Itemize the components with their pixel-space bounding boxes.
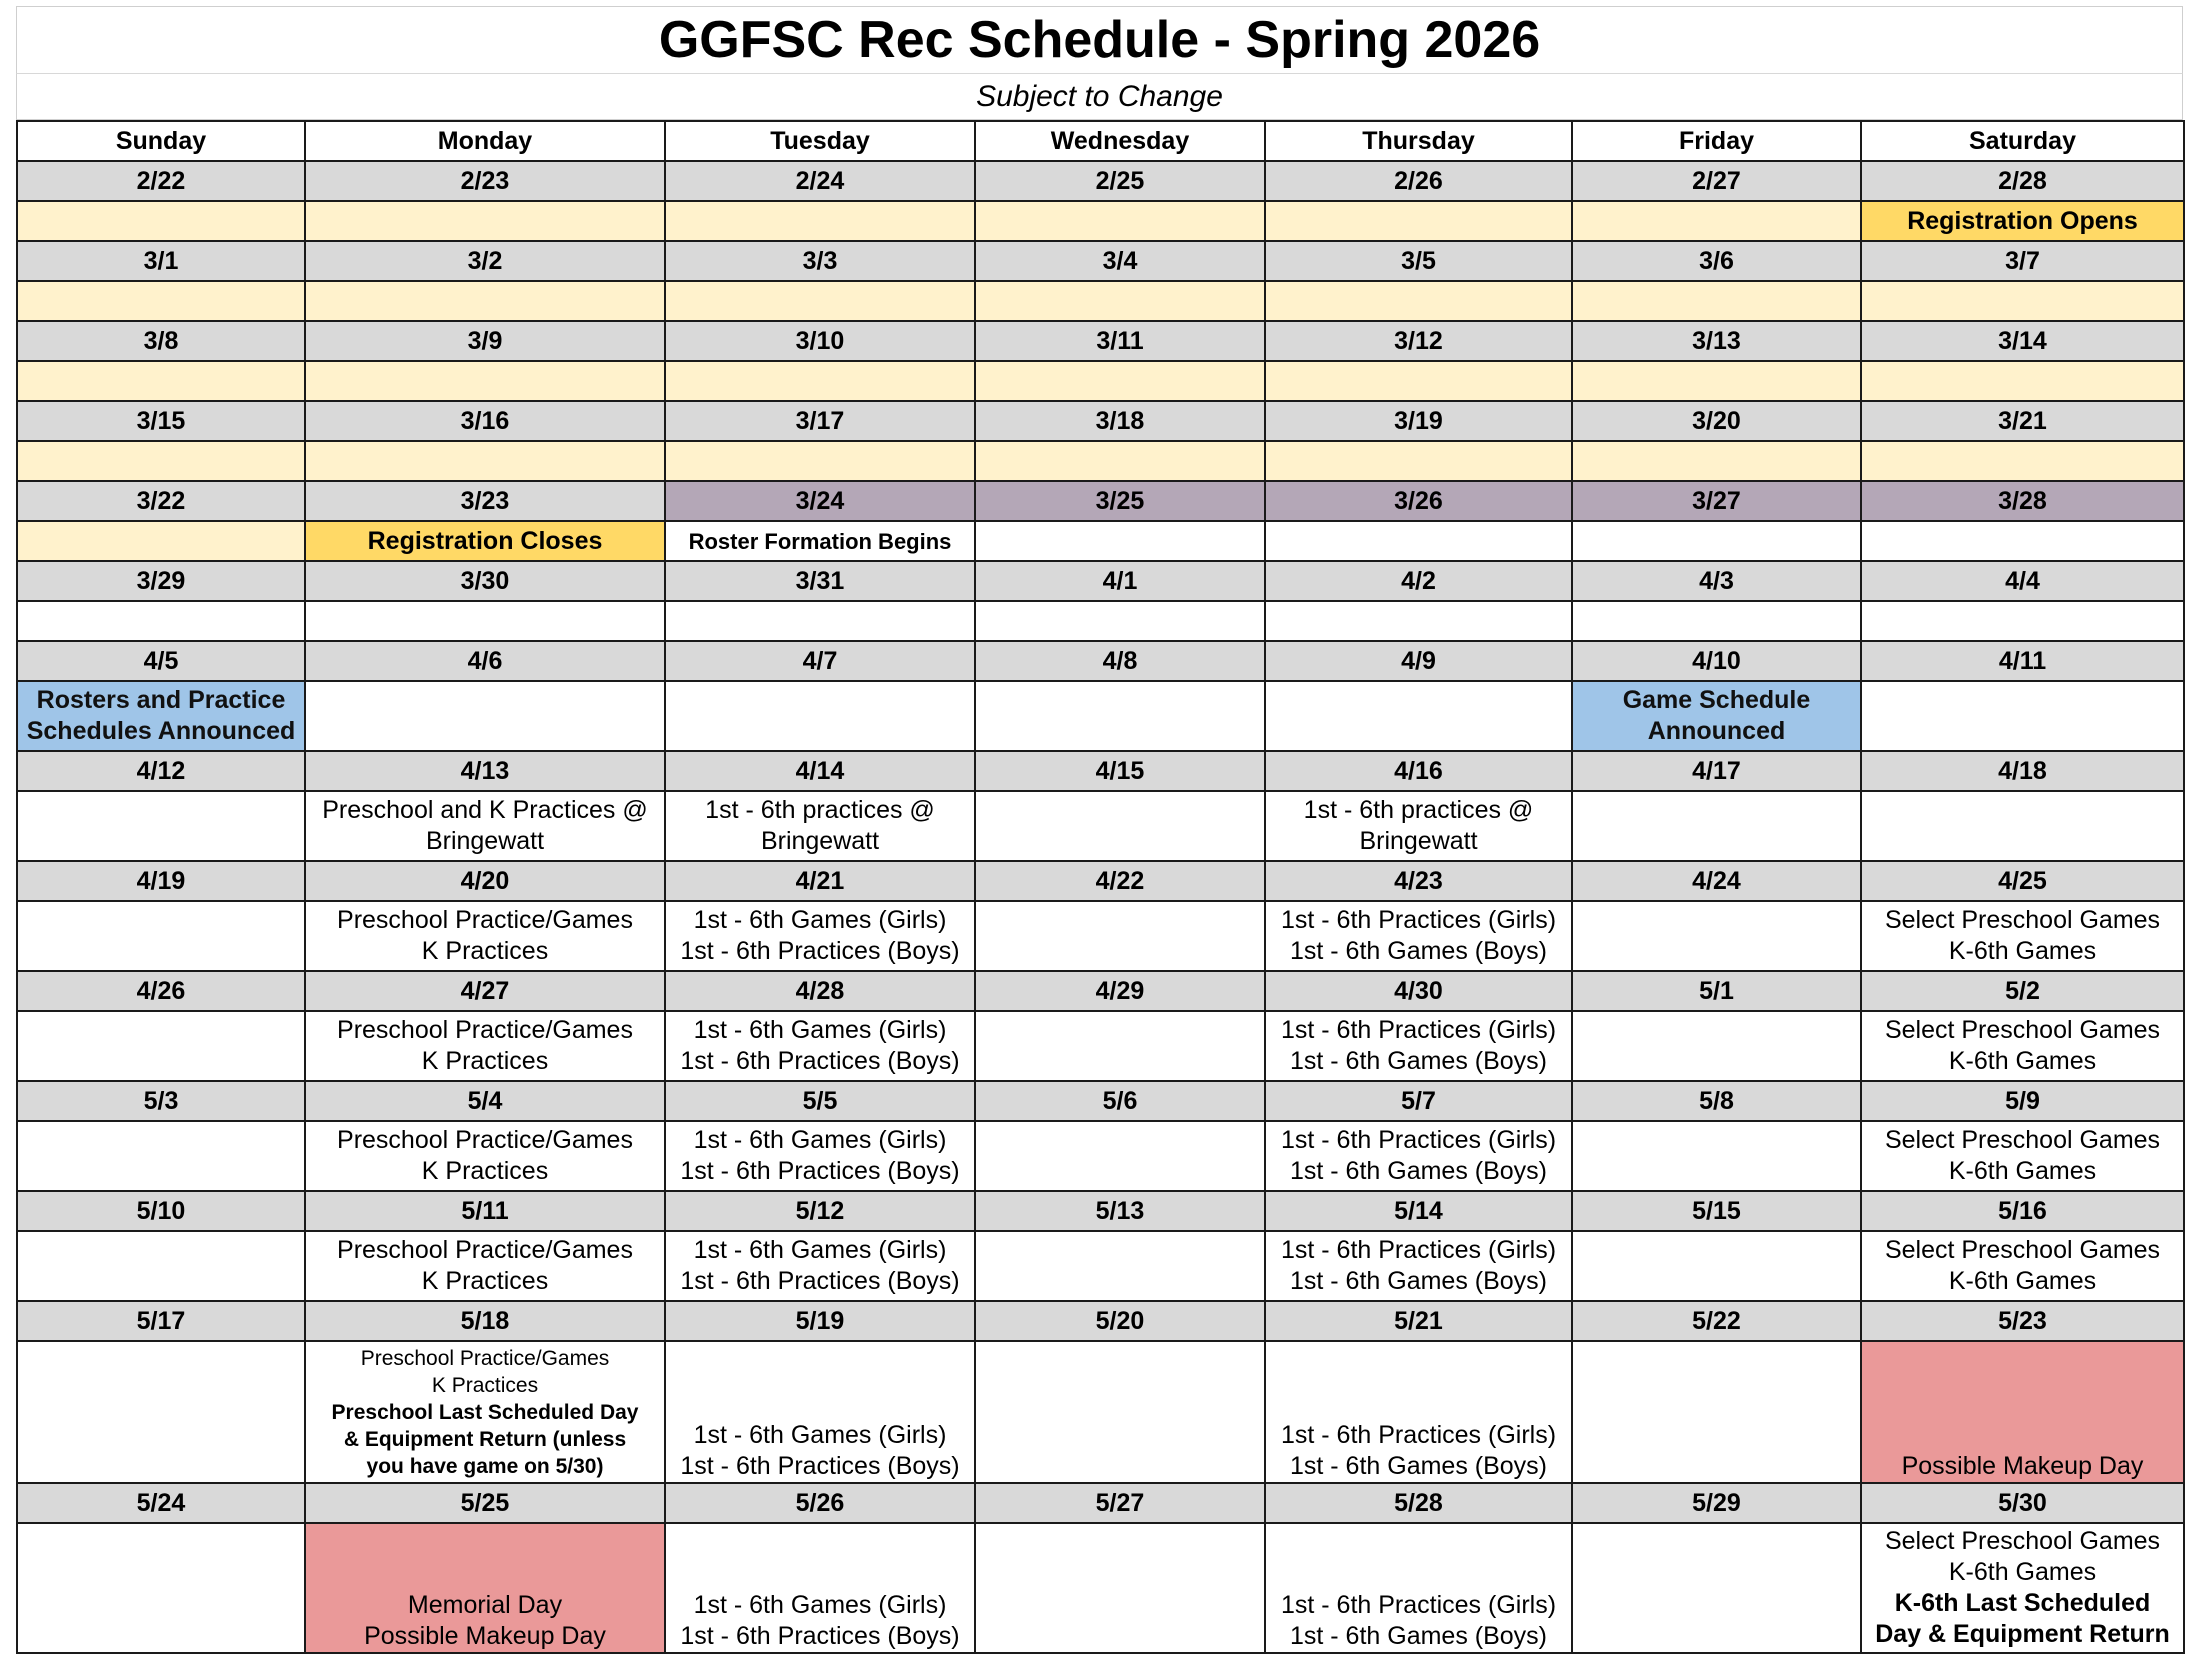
- memorial-day-cell: [305, 1523, 665, 1653]
- date-cell: 5/14: [1265, 1191, 1572, 1231]
- date-cell: 5/12: [665, 1191, 975, 1231]
- event-cell: [305, 1121, 665, 1191]
- date-cell: 5/21: [1265, 1301, 1572, 1341]
- date-cell: 5/23: [1861, 1301, 2184, 1341]
- event-line: 1st - 6th Practices (Girls): [1280, 906, 1557, 934]
- event-line: 1st - 6th Games (Boys): [1289, 937, 1548, 965]
- date-cell: 4/4: [1861, 561, 2184, 601]
- event-line: K Practices: [421, 1267, 549, 1295]
- page-title: GGFSC Rec Schedule - Spring 2026: [16, 6, 2183, 74]
- date-cell: 3/19: [1265, 401, 1572, 441]
- date-cell: 3/18: [975, 401, 1265, 441]
- event-cell: [17, 1011, 305, 1081]
- event-cell: [1572, 361, 1861, 401]
- date-cell-roster-period: 3/25: [975, 481, 1265, 521]
- event-cell: [305, 681, 665, 751]
- event-cell: [1572, 1341, 1861, 1483]
- event-cell: [975, 1231, 1265, 1301]
- event-cell: [305, 901, 665, 971]
- date-cell: 5/10: [17, 1191, 305, 1231]
- date-cell-roster-period: 3/27: [1572, 481, 1861, 521]
- weekday-header: Tuesday: [665, 121, 975, 161]
- date-cell: 3/5: [1265, 241, 1572, 281]
- date-cell: 2/22: [17, 161, 305, 201]
- event-line: Announced: [1647, 717, 1786, 745]
- date-cell: 4/24: [1572, 861, 1861, 901]
- event-row: [17, 1011, 2184, 1081]
- registration-opens-cell: Registration Opens: [1861, 201, 2184, 241]
- event-cell: [975, 521, 1265, 561]
- date-cell: 2/28: [1861, 161, 2184, 201]
- date-row: [17, 401, 2184, 441]
- event-cell: [1265, 1231, 1572, 1301]
- weekday-header: Sunday: [17, 121, 305, 161]
- date-cell: 5/6: [975, 1081, 1265, 1121]
- event-line: Preschool Practice/Games: [337, 1016, 633, 1044]
- event-line: Memorial Day: [407, 1591, 563, 1619]
- date-row: [17, 1081, 2184, 1121]
- event-cell: [975, 1121, 1265, 1191]
- event-line: K Practices: [421, 1157, 549, 1185]
- event-line: K Practices: [421, 937, 549, 965]
- event-line: 1st - 6th Practices (Boys): [680, 1047, 960, 1075]
- date-cell: 4/25: [1861, 861, 2184, 901]
- event-line: Preschool Practice/Games: [337, 1236, 633, 1264]
- date-cell: 2/25: [975, 161, 1265, 201]
- date-cell: 4/26: [17, 971, 305, 1011]
- event-line: Schedules Announced: [26, 717, 296, 745]
- date-cell: 3/9: [305, 321, 665, 361]
- date-cell: 3/15: [17, 401, 305, 441]
- event-line: 1st - 6th Games (Girls): [693, 1236, 947, 1264]
- event-cell: [1861, 1231, 2184, 1301]
- event-cell: [305, 1011, 665, 1081]
- date-cell: 3/8: [17, 321, 305, 361]
- event-cell: [305, 361, 665, 401]
- date-cell: 3/31: [665, 561, 975, 601]
- date-row: [17, 321, 2184, 361]
- date-row: [17, 1301, 2184, 1341]
- event-line: Day & Equipment Return: [1875, 1620, 2170, 1648]
- event-cell: [1572, 791, 1861, 861]
- event-line: Preschool Practice/Games: [337, 906, 633, 934]
- date-cell: 5/24: [17, 1483, 305, 1523]
- date-cell: 3/3: [665, 241, 975, 281]
- date-cell: 5/19: [665, 1301, 975, 1341]
- event-line: Bringewatt: [760, 827, 880, 855]
- event-row: [17, 1121, 2184, 1191]
- date-cell: 5/29: [1572, 1483, 1861, 1523]
- event-row: [17, 901, 2184, 971]
- event-cell: [17, 521, 305, 561]
- date-cell: 3/13: [1572, 321, 1861, 361]
- date-cell: 3/7: [1861, 241, 2184, 281]
- event-cell: [1265, 601, 1572, 641]
- date-cell: 5/16: [1861, 1191, 2184, 1231]
- event-line: Preschool Practice/Games: [360, 1346, 610, 1370]
- date-cell: 3/2: [305, 241, 665, 281]
- date-cell-roster-period: 3/28: [1861, 481, 2184, 521]
- date-cell: 5/7: [1265, 1081, 1572, 1121]
- event-cell: [665, 1011, 975, 1081]
- event-cell: [1861, 1121, 2184, 1191]
- date-cell: 5/25: [305, 1483, 665, 1523]
- event-line: 1st - 6th Games (Boys): [1289, 1622, 1548, 1650]
- date-cell: 3/11: [975, 321, 1265, 361]
- event-line: Bringewatt: [425, 827, 545, 855]
- date-cell: 4/20: [305, 861, 665, 901]
- event-cell: [665, 1523, 975, 1653]
- event-cell: [305, 441, 665, 481]
- event-line: 1st - 6th Practices (Girls): [1280, 1126, 1557, 1154]
- event-row: [17, 201, 2184, 241]
- event-line: K-6th Games: [1948, 937, 2097, 965]
- date-cell: 4/15: [975, 751, 1265, 791]
- date-cell: 4/21: [665, 861, 975, 901]
- date-cell: 5/3: [17, 1081, 305, 1121]
- date-row: [17, 751, 2184, 791]
- date-cell: 3/21: [1861, 401, 2184, 441]
- event-cell: [1572, 1121, 1861, 1191]
- date-cell: 5/26: [665, 1483, 975, 1523]
- date-row: [17, 241, 2184, 281]
- event-cell: [17, 441, 305, 481]
- weekday-header-row: [17, 121, 2184, 161]
- event-cell: [1861, 901, 2184, 971]
- event-line: Preschool Last Scheduled Day: [331, 1400, 639, 1424]
- event-cell: [1572, 441, 1861, 481]
- event-line: Possible Makeup Day: [364, 1622, 606, 1650]
- date-cell: 4/23: [1265, 861, 1572, 901]
- event-cell: [665, 791, 975, 861]
- date-cell: 3/12: [1265, 321, 1572, 361]
- date-cell: 5/4: [305, 1081, 665, 1121]
- event-cell: [665, 361, 975, 401]
- date-row: [17, 971, 2184, 1011]
- event-cell: [305, 601, 665, 641]
- date-cell: 3/14: [1861, 321, 2184, 361]
- event-cell: [665, 441, 975, 481]
- event-cell: [665, 201, 975, 241]
- date-cell: 4/7: [665, 641, 975, 681]
- event-cell: [17, 1523, 305, 1653]
- date-cell: 4/12: [17, 751, 305, 791]
- event-cell: [665, 681, 975, 751]
- date-row: [17, 161, 2184, 201]
- event-cell: [975, 1523, 1265, 1653]
- date-cell: 3/23: [305, 481, 665, 521]
- rosters-announced-cell: [17, 681, 305, 751]
- event-cell: [1572, 1231, 1861, 1301]
- weekday-header: Wednesday: [975, 121, 1265, 161]
- date-cell: 5/18: [305, 1301, 665, 1341]
- event-line: 1st - 6th Games (Boys): [1289, 1047, 1548, 1075]
- event-cell: [1861, 601, 2184, 641]
- date-cell: 4/9: [1265, 641, 1572, 681]
- event-line: Bringewatt: [1359, 827, 1478, 855]
- event-cell: [1265, 1121, 1572, 1191]
- event-cell: [665, 901, 975, 971]
- date-cell: 5/11: [305, 1191, 665, 1231]
- date-cell: 3/17: [665, 401, 975, 441]
- event-cell: [665, 1341, 975, 1483]
- event-line: & Equipment Return (unless: [343, 1427, 627, 1451]
- event-line: you have game on 5/30): [366, 1454, 604, 1478]
- event-row: [17, 441, 2184, 481]
- page-subtitle: Subject to Change: [16, 74, 2183, 120]
- date-cell: 3/10: [665, 321, 975, 361]
- event-cell: [17, 201, 305, 241]
- event-cell: [975, 681, 1265, 751]
- event-cell: [665, 1231, 975, 1301]
- event-cell: [17, 601, 305, 641]
- event-line: 1st - 6th Games (Girls): [693, 1126, 947, 1154]
- event-line: 1st - 6th Games (Girls): [693, 1591, 947, 1619]
- event-cell: [665, 281, 975, 321]
- calendar-table: [16, 120, 2185, 1654]
- date-cell: 2/26: [1265, 161, 1572, 201]
- event-line: 1st - 6th practices @: [1303, 796, 1534, 824]
- event-cell: [975, 901, 1265, 971]
- date-cell: 4/28: [665, 971, 975, 1011]
- schedule-sheet: [16, 6, 2183, 1654]
- preschool-last-day-cell: [305, 1341, 665, 1483]
- event-cell: [1572, 281, 1861, 321]
- event-line: 1st - 6th Practices (Boys): [680, 1452, 960, 1480]
- date-cell: 4/11: [1861, 641, 2184, 681]
- date-cell: 4/10: [1572, 641, 1861, 681]
- date-cell: 4/19: [17, 861, 305, 901]
- date-cell-roster-period: 3/24: [665, 481, 975, 521]
- date-cell: 3/16: [305, 401, 665, 441]
- event-cell: [1265, 281, 1572, 321]
- date-cell: 4/6: [305, 641, 665, 681]
- event-cell: [1265, 1523, 1572, 1653]
- event-cell: [305, 201, 665, 241]
- event-cell: [17, 901, 305, 971]
- event-line: 1st - 6th practices @: [705, 796, 935, 824]
- date-cell: 2/27: [1572, 161, 1861, 201]
- event-line: Select Preschool Games: [1884, 1527, 2161, 1555]
- event-line: 1st - 6th Practices (Girls): [1280, 1236, 1557, 1264]
- event-line: 1st - 6th Practices (Girls): [1280, 1421, 1557, 1449]
- date-row: [17, 561, 2184, 601]
- event-line: 1st - 6th Practices (Girls): [1280, 1016, 1557, 1044]
- event-cell: [1572, 601, 1861, 641]
- date-cell: 5/13: [975, 1191, 1265, 1231]
- date-cell: 5/30: [1861, 1483, 2184, 1523]
- date-cell: 4/5: [17, 641, 305, 681]
- event-cell: [305, 791, 665, 861]
- date-cell: 5/22: [1572, 1301, 1861, 1341]
- event-cell: [1572, 521, 1861, 561]
- date-cell-roster-period: 3/26: [1265, 481, 1572, 521]
- event-cell: [1265, 361, 1572, 401]
- date-cell: 3/29: [17, 561, 305, 601]
- event-line: K Practices: [421, 1047, 549, 1075]
- date-cell: 4/18: [1861, 751, 2184, 791]
- event-cell: [975, 1341, 1265, 1483]
- event-cell: [1265, 1341, 1572, 1483]
- event-row: [17, 1523, 2184, 1653]
- event-line: Preschool and K Practices @: [322, 796, 648, 824]
- date-cell: 4/1: [975, 561, 1265, 601]
- event-cell: [665, 1121, 975, 1191]
- roster-formation-cell: Roster Formation Begins: [665, 521, 975, 561]
- event-cell: [1861, 791, 2184, 861]
- event-cell: [975, 281, 1265, 321]
- event-cell: [1265, 521, 1572, 561]
- event-cell: [975, 1011, 1265, 1081]
- event-cell: [17, 1231, 305, 1301]
- event-line: 1st - 6th Games (Boys): [1289, 1157, 1548, 1185]
- weekday-header: Monday: [305, 121, 665, 161]
- event-cell: [1265, 201, 1572, 241]
- event-line: 1st - 6th Games (Girls): [693, 906, 947, 934]
- date-row: [17, 1191, 2184, 1231]
- event-row: [17, 281, 2184, 321]
- date-cell: 4/30: [1265, 971, 1572, 1011]
- event-line: K-6th Games: [1948, 1047, 2097, 1075]
- date-cell: 3/6: [1572, 241, 1861, 281]
- date-cell: 3/30: [305, 561, 665, 601]
- event-cell: [1861, 521, 2184, 561]
- date-cell: 3/4: [975, 241, 1265, 281]
- date-cell: 4/8: [975, 641, 1265, 681]
- event-cell: [975, 601, 1265, 641]
- date-cell: 3/20: [1572, 401, 1861, 441]
- date-cell: 3/22: [17, 481, 305, 521]
- event-cell: [305, 281, 665, 321]
- event-cell: [1861, 1011, 2184, 1081]
- event-line: Select Preschool Games: [1884, 1016, 2161, 1044]
- event-line: 1st - 6th Games (Girls): [693, 1016, 947, 1044]
- event-cell: [1572, 201, 1861, 241]
- date-cell: 5/20: [975, 1301, 1265, 1341]
- event-row: [17, 791, 2184, 861]
- event-line: K Practices: [431, 1373, 539, 1397]
- event-cell: [1861, 281, 2184, 321]
- registration-closes-cell: Registration Closes: [305, 521, 665, 561]
- date-cell: 5/2: [1861, 971, 2184, 1011]
- date-cell: 4/3: [1572, 561, 1861, 601]
- event-line: 1st - 6th Practices (Boys): [680, 1157, 960, 1185]
- event-cell: [1572, 1011, 1861, 1081]
- date-cell: 4/16: [1265, 751, 1572, 791]
- event-cell: [17, 791, 305, 861]
- event-row: [17, 521, 2184, 561]
- event-line: 1st - 6th Games (Boys): [1289, 1452, 1548, 1480]
- event-line: 1st - 6th Practices (Boys): [680, 1267, 960, 1295]
- event-cell: [1861, 681, 2184, 751]
- event-cell: [975, 361, 1265, 401]
- event-line: 1st - 6th Games (Girls): [693, 1421, 947, 1449]
- possible-makeup-day-cell: Possible Makeup Day: [1861, 1341, 2184, 1483]
- event-line: Select Preschool Games: [1884, 906, 2161, 934]
- event-line: 1st - 6th Practices (Boys): [680, 1622, 960, 1650]
- event-cell: [1861, 441, 2184, 481]
- event-line: Rosters and Practice: [36, 686, 286, 714]
- event-cell: [975, 441, 1265, 481]
- date-row: [17, 481, 2184, 521]
- event-line: Preschool Practice/Games: [337, 1126, 633, 1154]
- event-cell: [665, 601, 975, 641]
- event-line: K-6th Last Scheduled: [1894, 1589, 2151, 1617]
- event-line: 1st - 6th Games (Boys): [1289, 1267, 1548, 1295]
- date-cell: 5/28: [1265, 1483, 1572, 1523]
- event-cell: [17, 1121, 305, 1191]
- date-cell: 2/23: [305, 161, 665, 201]
- event-row: [17, 361, 2184, 401]
- event-row: [17, 601, 2184, 641]
- date-cell: 4/14: [665, 751, 975, 791]
- date-cell: 4/17: [1572, 751, 1861, 791]
- event-cell: [1265, 441, 1572, 481]
- date-cell: 5/1: [1572, 971, 1861, 1011]
- game-schedule-announced-cell: [1572, 681, 1861, 751]
- date-cell: 5/8: [1572, 1081, 1861, 1121]
- date-cell: 5/27: [975, 1483, 1265, 1523]
- date-cell: 4/27: [305, 971, 665, 1011]
- event-row: [17, 1231, 2184, 1301]
- event-cell: [17, 281, 305, 321]
- event-line: Game Schedule: [1622, 686, 1811, 714]
- event-row: [17, 1341, 2184, 1483]
- date-cell: 5/9: [1861, 1081, 2184, 1121]
- date-cell: 4/2: [1265, 561, 1572, 601]
- event-cell: [17, 361, 305, 401]
- date-cell: 5/15: [1572, 1191, 1861, 1231]
- date-row: [17, 1483, 2184, 1523]
- event-line: 1st - 6th Practices (Boys): [680, 937, 960, 965]
- event-line: K-6th Games: [1948, 1558, 2097, 1586]
- event-cell: [1572, 901, 1861, 971]
- event-line: 1st - 6th Practices (Girls): [1280, 1591, 1557, 1619]
- date-cell: 5/5: [665, 1081, 975, 1121]
- date-cell: 4/29: [975, 971, 1265, 1011]
- date-cell: 2/24: [665, 161, 975, 201]
- event-row: [17, 681, 2184, 751]
- date-row: [17, 861, 2184, 901]
- event-line: Select Preschool Games: [1884, 1126, 2161, 1154]
- date-row: [17, 641, 2184, 681]
- date-cell: 4/13: [305, 751, 665, 791]
- event-cell: [1861, 361, 2184, 401]
- event-cell: [1265, 1011, 1572, 1081]
- event-line: K-6th Games: [1948, 1157, 2097, 1185]
- event-cell: [975, 201, 1265, 241]
- event-line: Select Preschool Games: [1884, 1236, 2161, 1264]
- date-cell: 4/22: [975, 861, 1265, 901]
- event-cell: [1265, 791, 1572, 861]
- weekday-header: Friday: [1572, 121, 1861, 161]
- event-cell: [1265, 681, 1572, 751]
- weekday-header: Saturday: [1861, 121, 2184, 161]
- event-cell: [975, 791, 1265, 861]
- event-cell: [305, 1231, 665, 1301]
- event-cell: [17, 1341, 305, 1483]
- weekday-header: Thursday: [1265, 121, 1572, 161]
- event-cell: [1572, 1523, 1861, 1653]
- date-cell: 3/1: [17, 241, 305, 281]
- date-cell: 5/17: [17, 1301, 305, 1341]
- event-line: K-6th Games: [1948, 1267, 2097, 1295]
- event-cell: [1265, 901, 1572, 971]
- k6-last-day-cell: [1861, 1523, 2184, 1653]
